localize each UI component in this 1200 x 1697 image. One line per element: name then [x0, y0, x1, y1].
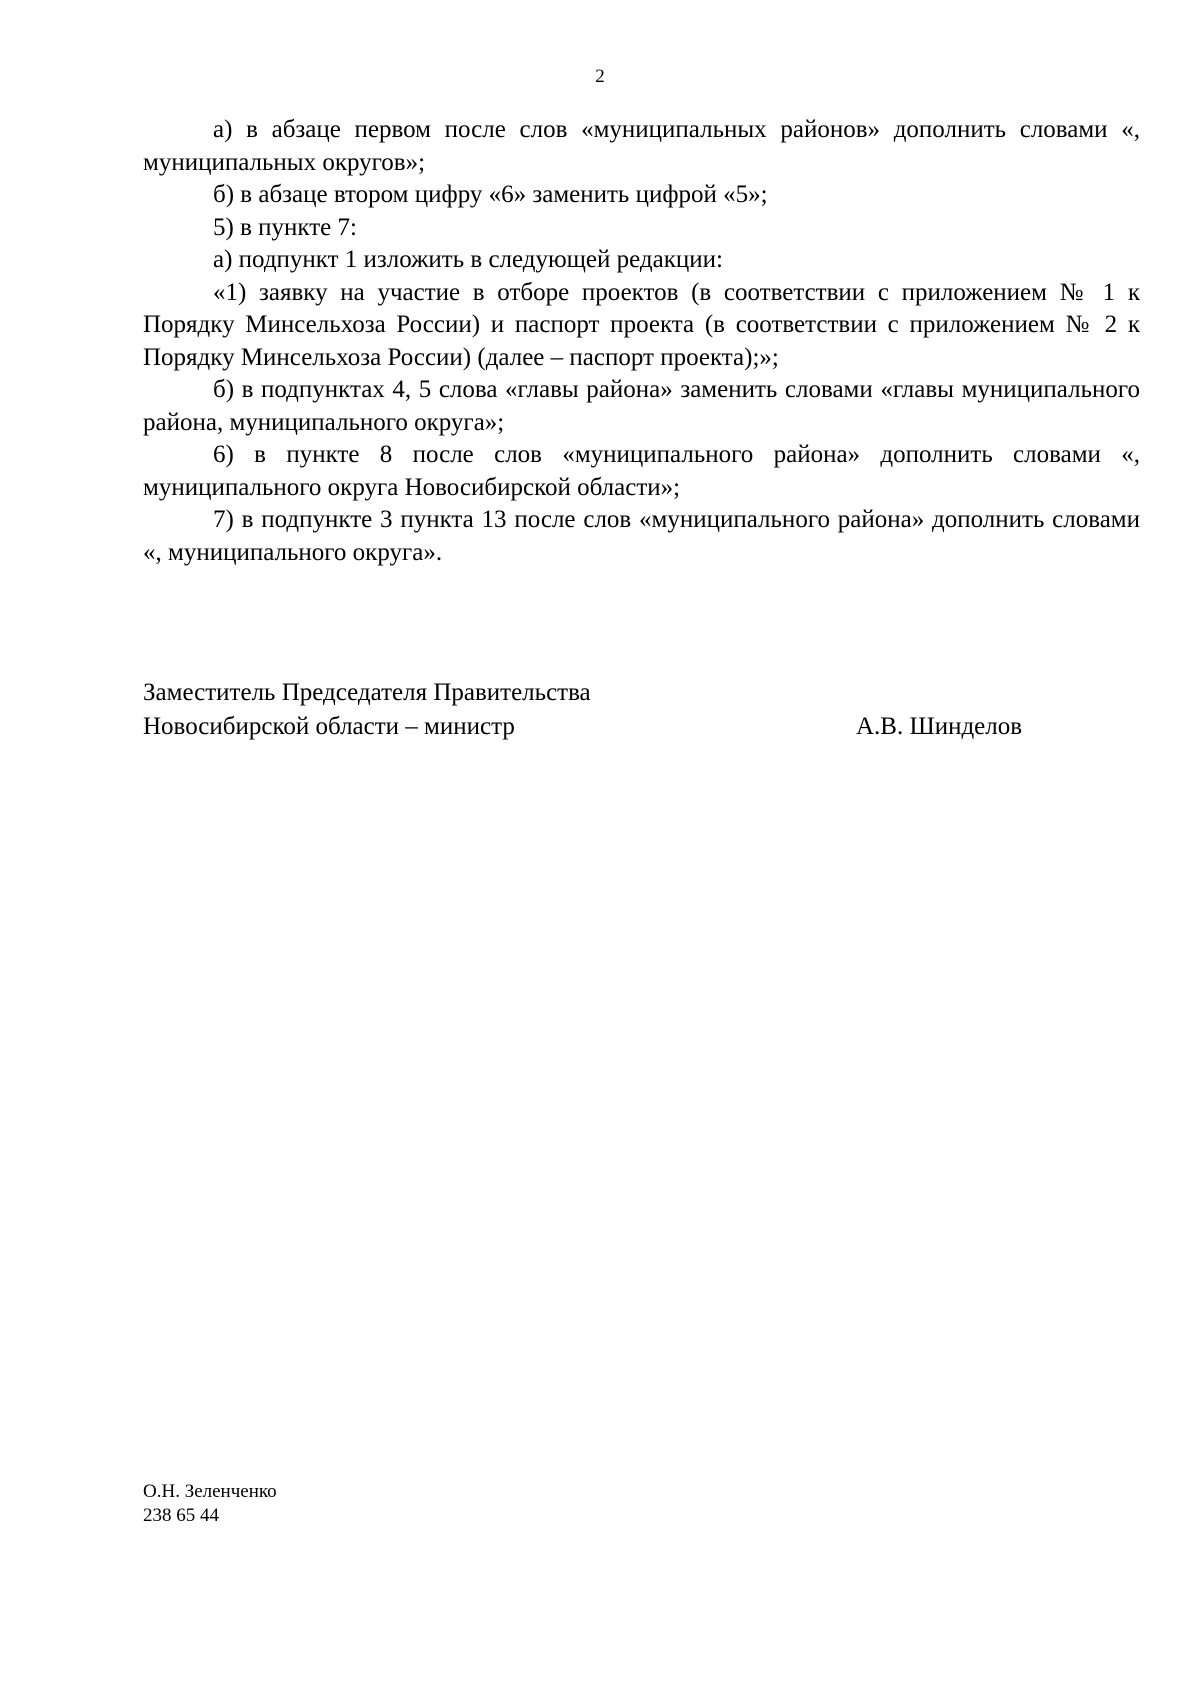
page-number: 2 [595, 66, 605, 87]
executor-name: О.Н. Зеленченко [143, 1481, 277, 1502]
paragraph-3: 5) в пункте 7: [213, 213, 357, 241]
signatory-position-line-2: Новосибирской области – министр [143, 713, 515, 740]
paragraph-5: «1) заявку на участие в отборе проектов (в соответствии с приложением № 1 к Порядку Минсельхоза России) и паспорт проекта (в соответствии с приложением № 2 к Порядку Минсельхоза России) (далее – паспорт проекта);»; [143, 278, 1140, 371]
signatory-name: А.В. Шинделов [856, 713, 1023, 740]
signatory-position-line-1: Заместитель Председателя Правительства [143, 679, 591, 706]
paragraph-2: б) в абзаце втором цифру «6» заменить цифрой «5»; [213, 181, 768, 208]
paragraph-8: 7) в подпункте 3 пункта 13 после слов «муниципального района» дополнить словами «, муниципального округа». [143, 506, 1140, 566]
paragraph-7: 6) в пункте 8 после слов «муниципального района» дополнить словами «, муниципального округа Новосибирской области»; [143, 441, 1140, 501]
signature-block [143, 676, 1043, 744]
paragraph-4: а) подпункт 1 изложить в следующей редакции: [213, 246, 723, 273]
executor-block [143, 1480, 277, 1528]
executor-phone: 238 65 44 [143, 1505, 219, 1526]
document-body [143, 114, 1140, 569]
paragraph-1: а) в абзаце первом после слов «муниципальных районов» дополнить словами «, муниципальных округов»; [143, 116, 1140, 176]
paragraph-6: б) в подпунктах 4, 5 слова «главы района» заменить словами «главы муниципального района, муниципального округа»; [143, 376, 1140, 436]
